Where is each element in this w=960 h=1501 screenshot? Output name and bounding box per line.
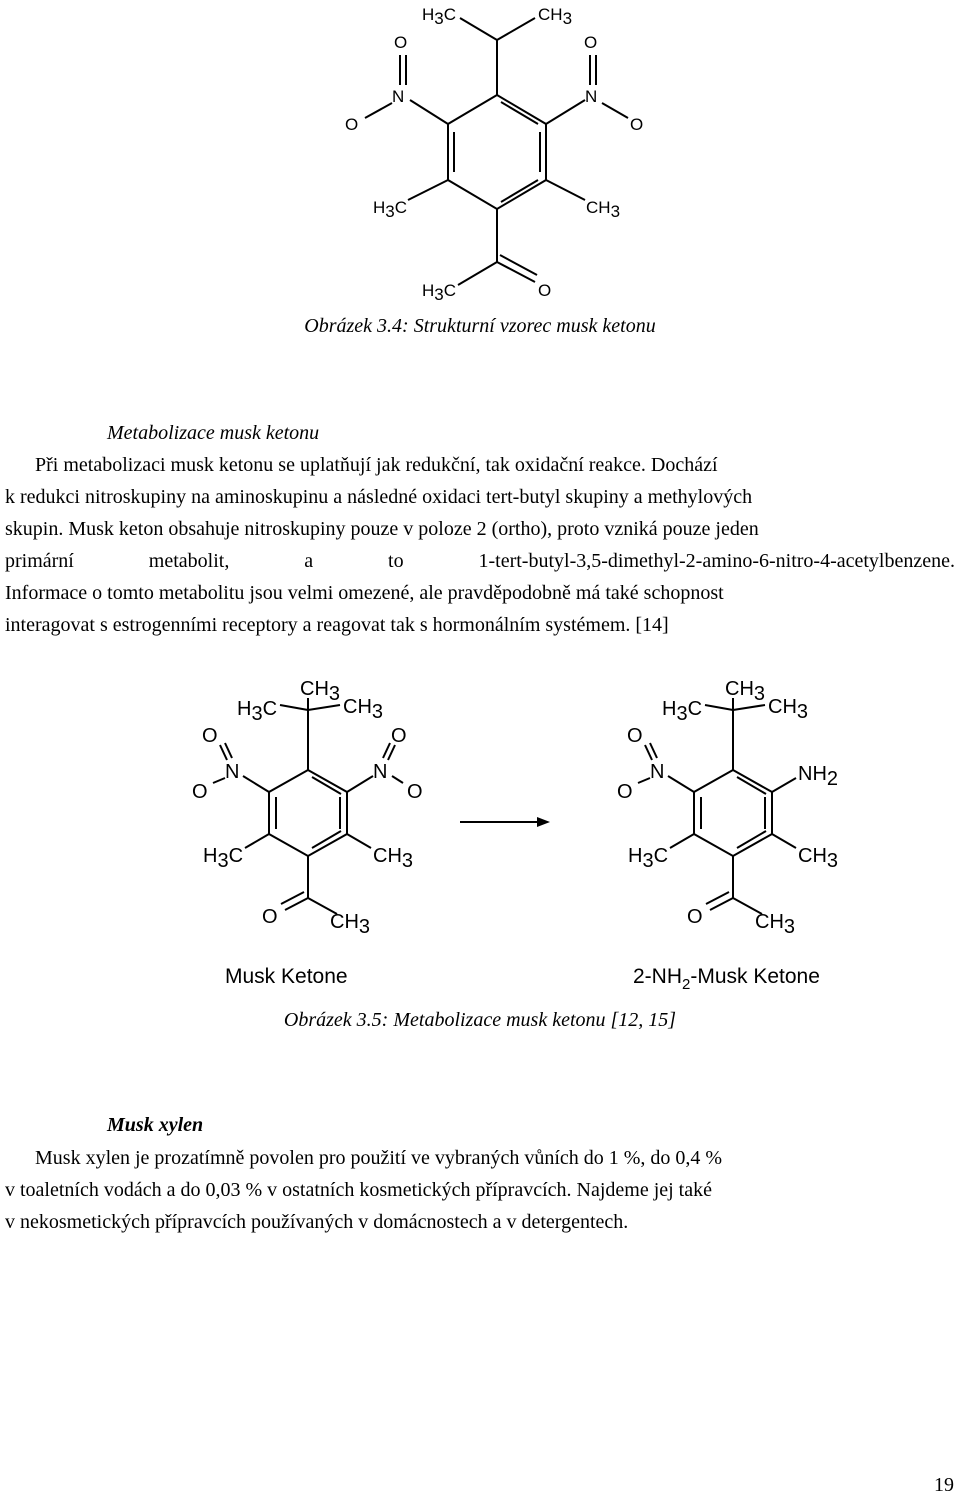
atom-n-right: N xyxy=(585,87,598,106)
word: primární xyxy=(5,550,74,572)
atom-ch3: CH3 xyxy=(373,845,414,872)
atom-n: N xyxy=(373,761,388,783)
figure-caption-3-4: Obrázek 3.4: Strukturní vzorec musk ketonu xyxy=(304,315,656,337)
atom-ch3-top: CH3 xyxy=(538,5,573,28)
atom-o: O xyxy=(407,781,423,803)
nh2-musk-ketone-molecule xyxy=(617,678,838,938)
atom-o-right: O xyxy=(584,33,598,52)
atom-h3c-top: H3C xyxy=(422,5,457,28)
atom-o-left: O xyxy=(394,33,408,52)
atom-ch3: CH3 xyxy=(798,845,839,872)
atom-o: O xyxy=(627,725,643,747)
atom-o: O xyxy=(617,781,633,803)
word: 1-tert-butyl-3,5-dimethyl-2-amino-6-nitro-4-acetylbenzene. xyxy=(478,550,955,572)
atom-h3c: H3C xyxy=(203,845,244,872)
word: a xyxy=(304,550,314,572)
atom-ch3: CH3 xyxy=(330,911,371,938)
atom-ch3: CH3 xyxy=(755,911,796,938)
paragraph-line: interagovat s estrogenními receptory a reagovat tak s hormonálním systémem. [14] xyxy=(5,614,669,636)
word: to xyxy=(388,550,404,572)
musk-ketone-structure xyxy=(330,0,650,305)
atom-o: O xyxy=(202,725,218,747)
figure-caption-3-5: Obrázek 3.5: Metabolizace musk ketonu [12, 15] xyxy=(283,1009,677,1031)
section-heading-musk-xylen: Musk xylen xyxy=(107,1114,204,1136)
paragraph-line: skupin. Musk keton obsahuje nitroskupiny pouze v poloze 2 (ortho), proto vzniká pouze jeden xyxy=(5,518,759,540)
atom-ch3: CH3 xyxy=(725,678,766,705)
paragraph-line: v toaletních vodách a do 0,03 % v ostatních kosmetických přípravcích. Najdeme jej také xyxy=(5,1179,712,1201)
label-musk-ketone: Musk Ketone xyxy=(225,965,348,988)
atom-h3c: H3C xyxy=(237,698,278,725)
atom-n: N xyxy=(650,761,665,783)
section-heading-metabolizace: Metabolizace musk ketonu xyxy=(107,422,320,444)
atom-nh2: NH2 xyxy=(798,763,839,790)
musk-ketone-molecule xyxy=(192,678,423,938)
paragraph-line: v nekosmetických přípravcích používaných v domácnostech a v detergentech. xyxy=(5,1211,629,1233)
paragraph-line: k redukci nitroskupiny na aminoskupinu a následné oxidaci tert-butyl skupiny a methylových xyxy=(5,486,753,508)
paragraph-line: Musk xylen je prozatímně povolen pro použití ve vybraných vůních do 1 %, do 0,4 % xyxy=(35,1147,723,1169)
word: metabolit, xyxy=(148,550,230,572)
atom-ch3-mid: CH3 xyxy=(586,198,621,221)
atom-h3c: H3C xyxy=(628,845,669,872)
atom-n: N xyxy=(225,761,240,783)
paragraph-musk-xylen xyxy=(5,1142,955,1238)
paragraph-line: Informace o tomto metabolitu jsou velmi omezené, ale pravděpodobně má také schopnost xyxy=(5,582,724,604)
atom-o-bottom: O xyxy=(538,281,552,300)
paragraph-line xyxy=(5,545,955,577)
page-number: 19 xyxy=(934,1474,954,1496)
atom-h3c-mid: H3C xyxy=(373,198,408,221)
atom-o: O xyxy=(192,781,208,803)
atom-ch3: CH3 xyxy=(343,696,384,723)
paragraph-metabolizace xyxy=(5,449,955,641)
label-nh2-musk-ketone: $2-NH_2$-Musk Ketone xyxy=(633,965,820,993)
atom-h3c: H3C xyxy=(662,698,703,725)
atom-n-left: N xyxy=(392,87,405,106)
atom-ch3: CH3 xyxy=(300,678,341,705)
atom-ch3: CH3 xyxy=(768,696,809,723)
atom-o-right2: O xyxy=(630,115,644,134)
atom-h3c-bottom: H3C xyxy=(422,281,457,304)
atom-o: O xyxy=(687,906,703,928)
reaction-arrow xyxy=(460,817,550,827)
paragraph-line: Při metabolizaci musk ketonu se uplatňují jak redukční, tak oxidační reakce. Dochází xyxy=(35,454,718,476)
metabolism-scheme xyxy=(185,670,885,1000)
atom-o: O xyxy=(391,725,407,747)
atom-o-left2: O xyxy=(345,115,359,134)
atom-o: O xyxy=(262,906,278,928)
